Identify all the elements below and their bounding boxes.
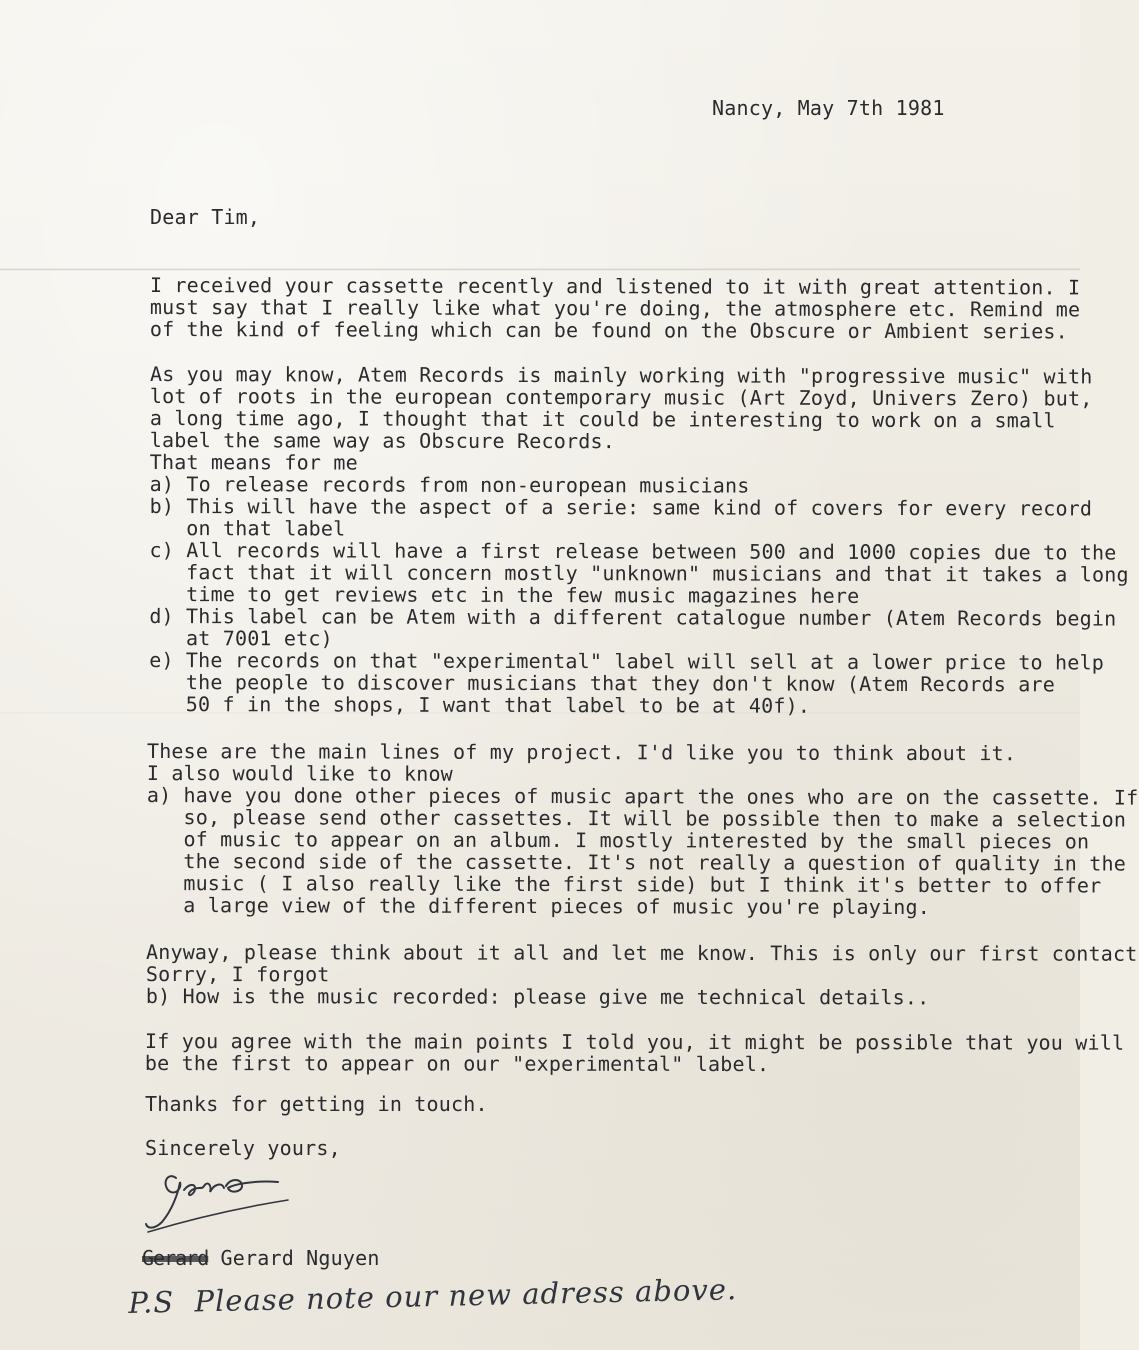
handwritten-signature [138,1160,298,1240]
handwritten-postscript: P.S Please note our new adress above. [128,1272,738,1320]
letter-date: Nancy, May 7th 1981 [712,96,945,120]
signer-name: Gerard Nguyen [208,1246,380,1270]
paper-fold-line [0,268,1080,271]
letter-paragraph: These are the main lines of my project. I'd like you to think about it. I also would like to know a) have you done other pieces of music apart the ones who are on the cassette. If so, please send other cassettes. It will be possible then to make a selection of music to appear on an album. I mostly interested by the small pieces on the second side of the cassette. It's not really a question of quality in the music ( I also really like the first side) but I think it's better to offer a large view of the different pieces of music you're playing. [146,739,1139,920]
letter-paragraph: If you agree with the main points I told you, it might be possible that you will be the first to appear on our "experimental" label. [144,1029,1125,1077]
struck-text: Gerard [142,1246,209,1270]
letter-closing: Sincerely yours, [145,1136,341,1160]
letter-salutation: Dear Tim, [150,205,261,229]
letter-paragraph: I received your cassette recently and listened to it with great attention. I must say that I really like what you're doing, the atmosphere etc. Remind me of the kind of feeling which can be found on the Obscure or Ambient series. [149,273,1081,344]
letter-paragraph: As you may know, Atem Records is mainly working with "progressive music" with lot of roots in the european contemporary music (Art Zoyd, Univers Zero) but, a long time ago, I thought that it could be interesting to work on a small label the same way as Obscure Records. That means for me a) To release records from non-european musicians b) This will have the aspect of a serie: same kind of covers for every record on that label c) All records will have a first release between 500 and 1000 copies due to the fact that it will concern mostly "unknown" musicians and that it takes a long time to get reviews etc in the few music magazines here d) This label can be Atem with a different catalogue number (Atem Records begin at 7001 etc) e) The records on that "experimental" label will sell at a lower price to help the people to discover musicians that they don't know (Atem Records are 50 f in the shops, I want that label to be at 40f). [149,362,1129,718]
letter-paragraph: Thanks for getting in touch. [145,1092,488,1116]
letter-paragraph: Anyway, please think about it all and let me know. This is only our first contact Sorry, I forgot b) How is the music recorded: please give me technical details.. [145,940,1138,1010]
signature-typed-name [142,1247,380,1269]
